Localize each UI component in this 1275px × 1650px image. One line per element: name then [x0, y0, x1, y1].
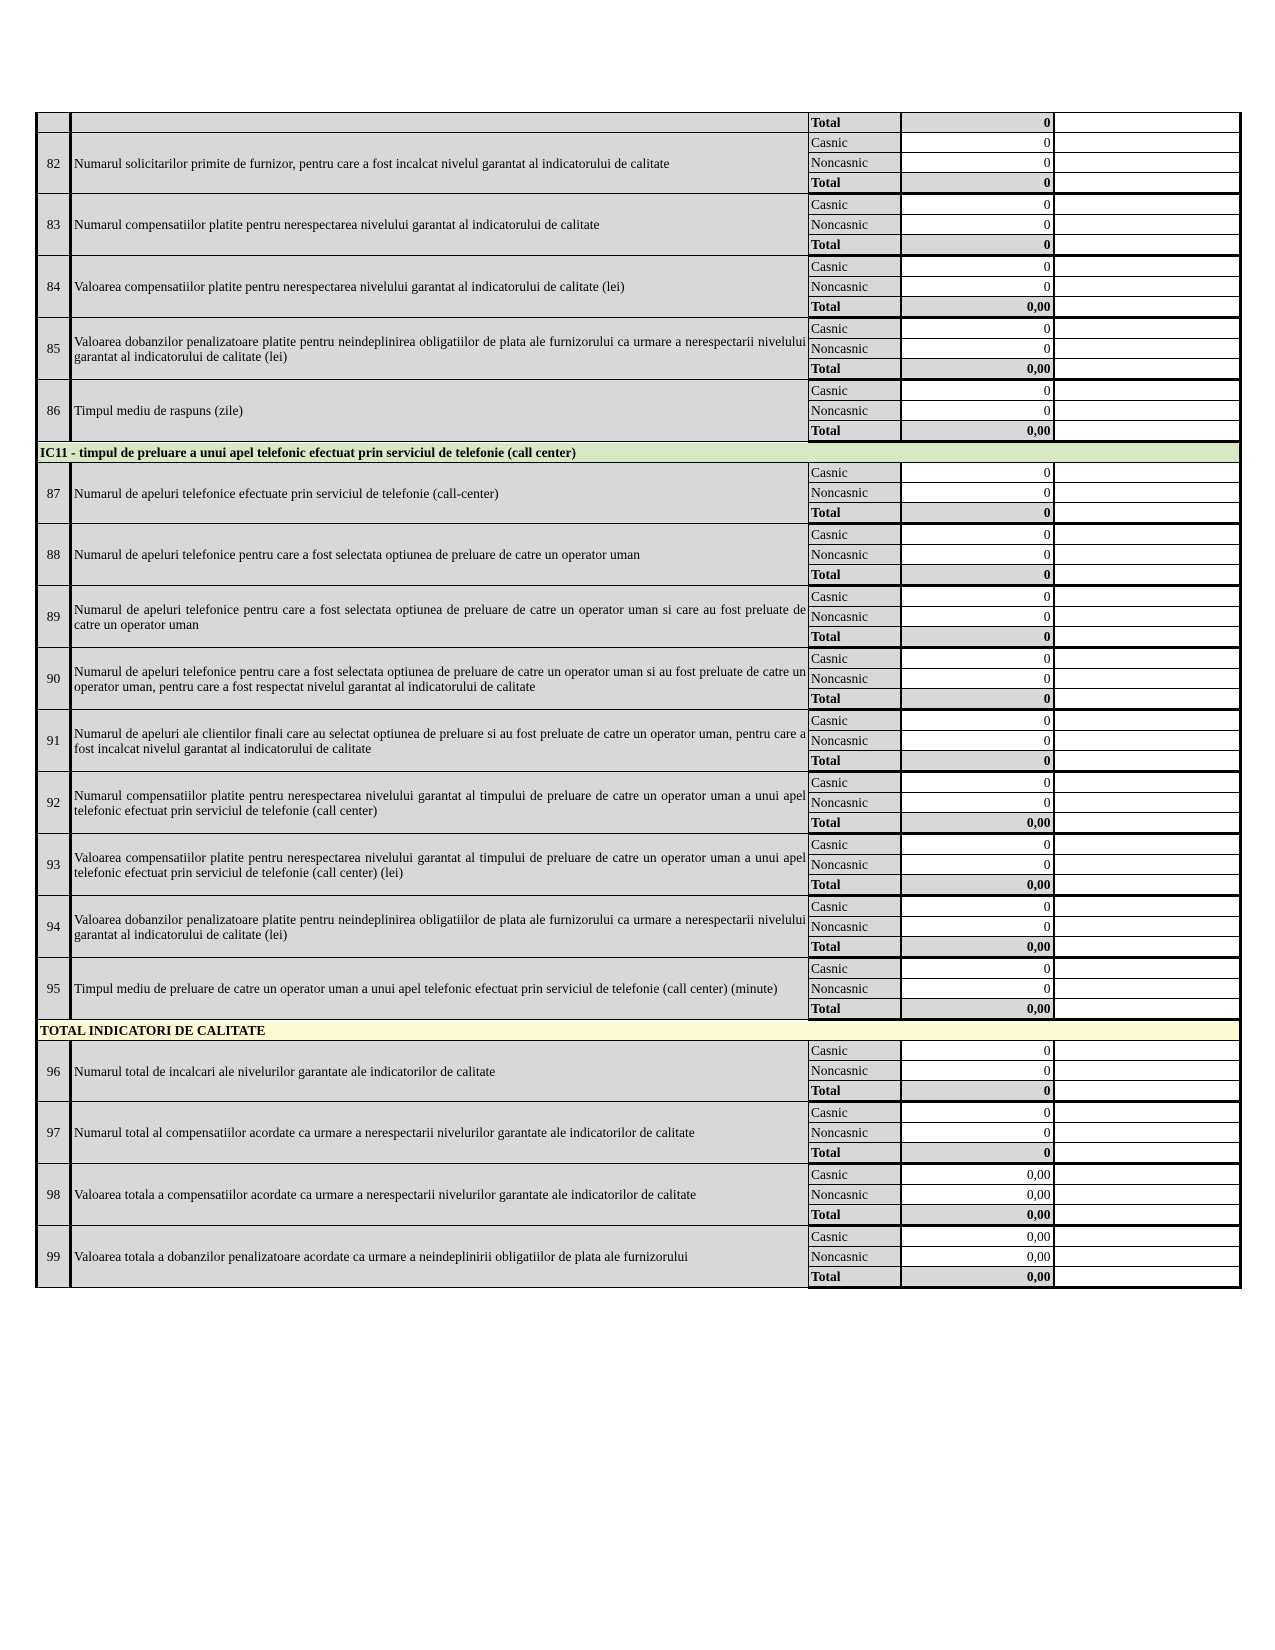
category-cell: Total — [809, 297, 901, 318]
table-row — [37, 710, 1241, 731]
value-cell: 0 — [901, 834, 1054, 855]
empty-cell — [1054, 772, 1241, 793]
row-number-cell: 84 — [37, 256, 71, 318]
category-cell: Total — [809, 173, 901, 194]
category-cell: Casnic — [809, 524, 901, 545]
empty-cell — [1054, 979, 1241, 999]
table-row — [37, 1041, 1241, 1061]
table-row — [37, 113, 1241, 133]
value-cell: 0 — [901, 1061, 1054, 1081]
value-cell: 0 — [901, 607, 1054, 627]
row-number-cell: 83 — [37, 194, 71, 256]
category-cell: Noncasnic — [809, 607, 901, 627]
value-cell: 0 — [901, 483, 1054, 503]
row-number-cell: 92 — [37, 772, 71, 834]
row-number-cell: 82 — [37, 133, 71, 194]
value-cell: 0,00 — [901, 937, 1054, 958]
description-cell: Timpul mediu de preluare de catre un operator uman a unui apel telefonic efectuat prin serviciul de telefonie (call center) (minute) — [71, 958, 809, 1020]
row-number-cell: 90 — [37, 648, 71, 710]
category-cell: Noncasnic — [809, 153, 901, 173]
value-cell: 0 — [901, 648, 1054, 669]
value-cell: 0 — [901, 194, 1054, 215]
table-row — [37, 194, 1241, 215]
value-cell: 0 — [901, 1143, 1054, 1164]
category-cell: Casnic — [809, 256, 901, 277]
category-cell: Noncasnic — [809, 793, 901, 813]
row-number-cell: 98 — [37, 1164, 71, 1226]
empty-cell — [1054, 958, 1241, 979]
value-cell: 0 — [901, 689, 1054, 710]
category-cell: Casnic — [809, 772, 901, 793]
description-cell: Valoarea compensatiilor platite pentru nerespectarea nivelului garantat al indicatorului de calitate (lei) — [71, 256, 809, 318]
value-cell: 0 — [901, 318, 1054, 339]
value-cell: 0 — [901, 215, 1054, 235]
value-cell: 0,00 — [901, 359, 1054, 380]
value-cell: 0 — [901, 133, 1054, 153]
value-cell: 0 — [901, 277, 1054, 297]
category-cell: Casnic — [809, 586, 901, 607]
empty-cell — [1054, 256, 1241, 277]
description-cell: Timpul mediu de raspuns (zile) — [71, 380, 809, 442]
empty-cell — [1054, 421, 1241, 442]
category-cell: Noncasnic — [809, 277, 901, 297]
row-number-cell: 95 — [37, 958, 71, 1020]
value-cell: 0 — [901, 751, 1054, 772]
value-cell: 0 — [901, 896, 1054, 917]
empty-cell — [1054, 1123, 1241, 1143]
category-cell: Casnic — [809, 133, 901, 153]
empty-cell — [1054, 1267, 1241, 1288]
value-cell: 0 — [901, 113, 1054, 133]
category-cell: Total — [809, 627, 901, 648]
empty-cell — [1054, 1226, 1241, 1247]
category-cell: Casnic — [809, 896, 901, 917]
category-cell: Casnic — [809, 463, 901, 483]
category-cell: Noncasnic — [809, 669, 901, 689]
empty-cell — [1054, 607, 1241, 627]
description-cell: Valoarea dobanzilor penalizatoare platite pentru neindeplinirea obligatiilor de plata ale furnizorului ca urmare a nerespectarii nivelului garantat al indicatorului de calitate (lei) — [71, 896, 809, 958]
value-cell: 0,00 — [901, 1164, 1054, 1185]
table-row — [37, 524, 1241, 545]
category-cell: Casnic — [809, 1226, 901, 1247]
description-cell: Valoarea compensatiilor platite pentru nerespectarea nivelului garantat al timpului de preluare de catre un operator uman a unui apel telefonic efectuat prin serviciul de telefonie (call center) (lei) — [71, 834, 809, 896]
empty-cell — [1054, 339, 1241, 359]
row-number-cell: 93 — [37, 834, 71, 896]
category-cell: Total — [809, 813, 901, 834]
value-cell: 0 — [901, 731, 1054, 751]
category-cell: Noncasnic — [809, 1123, 901, 1143]
row-number-cell: 88 — [37, 524, 71, 586]
category-cell: Total — [809, 689, 901, 710]
value-cell: 0,00 — [901, 1267, 1054, 1288]
empty-cell — [1054, 153, 1241, 173]
row-number-cell: 87 — [37, 463, 71, 524]
empty-cell — [1054, 751, 1241, 772]
category-cell: Total — [809, 1143, 901, 1164]
row-number-cell: 86 — [37, 380, 71, 442]
value-cell: 0,00 — [901, 1205, 1054, 1226]
value-cell: 0 — [901, 627, 1054, 648]
table-row — [37, 772, 1241, 793]
empty-cell — [1054, 793, 1241, 813]
category-cell: Total — [809, 999, 901, 1020]
category-cell: Noncasnic — [809, 855, 901, 875]
category-cell: Noncasnic — [809, 979, 901, 999]
category-cell: Total — [809, 937, 901, 958]
empty-cell — [1054, 215, 1241, 235]
category-cell: Total — [809, 875, 901, 896]
empty-cell — [1054, 524, 1241, 545]
category-cell: Total — [809, 751, 901, 772]
value-cell: 0 — [901, 463, 1054, 483]
description-cell: Numarul compensatiilor platite pentru nerespectarea nivelului garantat al indicatorului de calitate — [71, 194, 809, 256]
value-cell: 0,00 — [901, 999, 1054, 1020]
value-cell: 0 — [901, 855, 1054, 875]
description-cell: Numarul de apeluri telefonice efectuate prin serviciul de telefonie (call-center) — [71, 463, 809, 524]
value-cell: 0 — [901, 958, 1054, 979]
category-cell: Total — [809, 1081, 901, 1102]
table-row — [37, 256, 1241, 277]
category-cell: Casnic — [809, 318, 901, 339]
empty-cell — [1054, 318, 1241, 339]
value-cell: 0 — [901, 1081, 1054, 1102]
category-cell: Noncasnic — [809, 483, 901, 503]
empty-cell — [1054, 627, 1241, 648]
category-cell: Noncasnic — [809, 731, 901, 751]
row-number-cell: 99 — [37, 1226, 71, 1288]
value-cell: 0 — [901, 524, 1054, 545]
value-cell: 0 — [901, 586, 1054, 607]
empty-cell — [1054, 1143, 1241, 1164]
row-number-cell: 94 — [37, 896, 71, 958]
empty-cell — [1054, 648, 1241, 669]
value-cell: 0 — [901, 1102, 1054, 1123]
empty-cell — [1054, 689, 1241, 710]
table-row — [37, 896, 1241, 917]
description-cell: Numarul de apeluri ale clientilor finali care au selectat optiunea de preluare si au fost preluate de catre un operator uman, pentru care a fost incalcat nivelul garantat al indicatorului de calitate — [71, 710, 809, 772]
value-cell: 0 — [901, 173, 1054, 194]
value-cell: 0,00 — [901, 1185, 1054, 1205]
value-cell: 0,00 — [901, 1247, 1054, 1267]
category-cell: Noncasnic — [809, 339, 901, 359]
description-cell: Valoarea totala a compensatiilor acordate ca urmare a nerespectarii nivelurilor garantate ale indicatorilor de calitate — [71, 1164, 809, 1226]
empty-cell — [1054, 113, 1241, 133]
section-title: IC11 - timpul de preluare a unui apel telefonic efectuat prin serviciul de telefonie (call center) — [37, 442, 1241, 463]
row-number-cell: 96 — [37, 1041, 71, 1102]
table-row — [37, 133, 1241, 153]
table-row — [37, 380, 1241, 401]
table-body — [37, 113, 1241, 1288]
category-cell: Noncasnic — [809, 1185, 901, 1205]
empty-cell — [1054, 1102, 1241, 1123]
empty-cell — [1054, 1185, 1241, 1205]
empty-cell — [1054, 194, 1241, 215]
description-cell: Numarul compensatiilor platite pentru nerespectarea nivelului garantat al timpului de preluare de catre un operator uman a unui apel telefonic efectuat prin serviciul de telefonie (call center) — [71, 772, 809, 834]
row-number-cell: 89 — [37, 586, 71, 648]
empty-cell — [1054, 133, 1241, 153]
description-cell: Valoarea totala a dobanzilor penalizatoare acordate ca urmare a neindeplinirii obligatiilor de plata ale furnizorului — [71, 1226, 809, 1288]
category-cell: Total — [809, 421, 901, 442]
value-cell: 0 — [901, 153, 1054, 173]
empty-cell — [1054, 731, 1241, 751]
table-row — [37, 958, 1241, 979]
empty-cell — [1054, 1205, 1241, 1226]
empty-cell — [1054, 855, 1241, 875]
value-cell: 0 — [901, 1041, 1054, 1061]
category-cell: Total — [809, 113, 901, 133]
description-cell: Numarul de apeluri telefonice pentru care a fost selectata optiunea de preluare de catre un operator uman — [71, 524, 809, 586]
empty-cell — [1054, 1247, 1241, 1267]
category-cell: Casnic — [809, 1041, 901, 1061]
empty-cell — [1054, 586, 1241, 607]
value-cell: 0,00 — [901, 875, 1054, 896]
value-cell: 0 — [901, 772, 1054, 793]
value-cell: 0,00 — [901, 297, 1054, 318]
empty-cell — [1054, 463, 1241, 483]
empty-cell — [1054, 380, 1241, 401]
value-cell: 0 — [901, 503, 1054, 524]
table-row — [37, 648, 1241, 669]
table-row — [37, 834, 1241, 855]
value-cell: 0 — [901, 917, 1054, 937]
empty-cell — [1054, 545, 1241, 565]
value-cell: 0 — [901, 401, 1054, 421]
category-cell: Total — [809, 1205, 901, 1226]
quality-indicators-table — [35, 112, 1242, 1289]
empty-cell — [1054, 235, 1241, 256]
category-cell: Total — [809, 1267, 901, 1288]
row-number-cell: 91 — [37, 710, 71, 772]
category-cell: Total — [809, 235, 901, 256]
empty-cell — [1054, 999, 1241, 1020]
empty-cell — [1054, 401, 1241, 421]
empty-cell — [1054, 277, 1241, 297]
empty-cell — [1054, 483, 1241, 503]
category-cell: Noncasnic — [809, 545, 901, 565]
category-cell: Casnic — [809, 1102, 901, 1123]
row-number-cell: 97 — [37, 1102, 71, 1164]
category-cell: Total — [809, 565, 901, 586]
description-cell: Numarul de apeluri telefonice pentru care a fost selectata optiunea de preluare de catre un operator uman si au fost preluate de catre un operator uman, pentru care a fost respectat nivelul garantat al indicatorului de calitate — [71, 648, 809, 710]
empty-cell — [1054, 297, 1241, 318]
empty-cell — [1054, 1164, 1241, 1185]
table-row — [37, 1102, 1241, 1123]
empty-cell — [1054, 669, 1241, 689]
category-cell: Noncasnic — [809, 917, 901, 937]
section-row — [37, 442, 1241, 463]
empty-cell — [1054, 359, 1241, 380]
value-cell: 0 — [901, 710, 1054, 731]
category-cell: Noncasnic — [809, 1061, 901, 1081]
value-cell: 0 — [901, 565, 1054, 586]
empty-cell — [1054, 1061, 1241, 1081]
table-row — [37, 463, 1241, 483]
value-cell: 0 — [901, 545, 1054, 565]
row-number-cell: 85 — [37, 318, 71, 380]
empty-cell — [1054, 896, 1241, 917]
category-cell: Casnic — [809, 380, 901, 401]
category-cell: Total — [809, 503, 901, 524]
description-cell: Numarul total de incalcari ale nivelurilor garantate ale indicatorilor de calitate — [71, 1041, 809, 1102]
value-cell: 0 — [901, 256, 1054, 277]
value-cell: 0 — [901, 669, 1054, 689]
empty-cell — [1054, 875, 1241, 896]
category-cell: Noncasnic — [809, 215, 901, 235]
category-cell: Noncasnic — [809, 1247, 901, 1267]
empty-cell — [1054, 503, 1241, 524]
value-cell: 0 — [901, 1123, 1054, 1143]
description-cell: Numarul solicitarilor primite de furnizor, pentru care a fost incalcat nivelul garantat al indicatorului de calitate — [71, 133, 809, 194]
category-cell: Casnic — [809, 194, 901, 215]
empty-cell — [1054, 813, 1241, 834]
value-cell: 0 — [901, 793, 1054, 813]
category-cell: Casnic — [809, 834, 901, 855]
value-cell: 0 — [901, 979, 1054, 999]
category-cell: Casnic — [809, 648, 901, 669]
value-cell: 0 — [901, 235, 1054, 256]
empty-cell — [1054, 1041, 1241, 1061]
row-number-cell — [37, 113, 71, 133]
table-row — [37, 318, 1241, 339]
value-cell: 0 — [901, 339, 1054, 359]
value-cell: 0,00 — [901, 813, 1054, 834]
section-title: TOTAL INDICATORI DE CALITATE — [37, 1020, 1241, 1041]
category-cell: Total — [809, 359, 901, 380]
value-cell: 0,00 — [901, 421, 1054, 442]
empty-cell — [1054, 710, 1241, 731]
value-cell: 0 — [901, 380, 1054, 401]
description-cell: Valoarea dobanzilor penalizatoare platite pentru neindeplinirea obligatiilor de plata ale furnizorului ca urmare a nerespectarii nivelului garantat al indicatorului de calitate (lei) — [71, 318, 809, 380]
description-cell: Numarul total al compensatiilor acordate ca urmare a nerespectarii nivelurilor garantate ale indicatorilor de calitate — [71, 1102, 809, 1164]
category-cell: Casnic — [809, 1164, 901, 1185]
empty-cell — [1054, 173, 1241, 194]
section-row — [37, 1020, 1241, 1041]
empty-cell — [1054, 565, 1241, 586]
empty-cell — [1054, 1081, 1241, 1102]
category-cell: Casnic — [809, 710, 901, 731]
table-row — [37, 586, 1241, 607]
empty-cell — [1054, 917, 1241, 937]
table-row — [37, 1226, 1241, 1247]
empty-cell — [1054, 937, 1241, 958]
description-cell: Numarul de apeluri telefonice pentru care a fost selectata optiunea de preluare de catre un operator uman si care au fost preluate de catre un operator uman — [71, 586, 809, 648]
description-cell — [71, 113, 809, 133]
category-cell: Noncasnic — [809, 401, 901, 421]
category-cell: Casnic — [809, 958, 901, 979]
value-cell: 0,00 — [901, 1226, 1054, 1247]
empty-cell — [1054, 834, 1241, 855]
table-row — [37, 1164, 1241, 1185]
